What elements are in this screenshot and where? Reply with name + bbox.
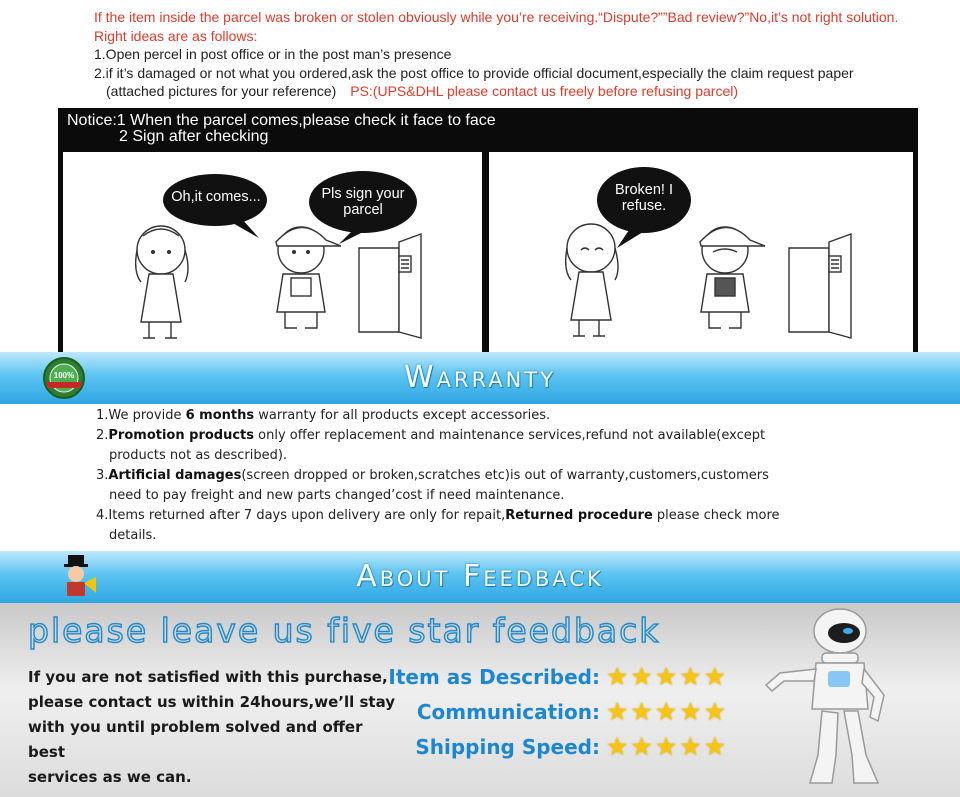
feedback-message-line: with you until problem solved and offer best — [28, 718, 363, 761]
warranty-item-1 — [96, 406, 836, 426]
rating-label-shipping-speed: Shipping Speed: — [415, 735, 600, 759]
receiving-scene-illustration — [63, 152, 482, 353]
warranty-item-1-rest: warranty for all products except accessories. — [254, 408, 551, 423]
warranty-item-2 — [96, 426, 836, 446]
feedback-heading: About Feedback — [356, 559, 604, 594]
feedback-message-line: services as we can. — [28, 768, 192, 786]
returned-procedure-label: Returned procedure — [505, 508, 653, 523]
warranty-item-2-num: 2. — [96, 428, 109, 443]
five-star-headline: please leave us five star feedback — [28, 611, 661, 650]
star-rating-communication: ★★★★★ — [606, 698, 729, 726]
warranty-item-3-rest: (screen dropped or broken,scratches etc)is out of warranty,customers,customers — [241, 468, 769, 483]
notice-title — [67, 113, 496, 145]
dispute-warning-text: If the item inside the parcel was broken or stolen obviously while you’re receiving.“Dispute?””Bad review?”No,it’s not right solution. — [94, 9, 899, 25]
right-ideas-heading: Right ideas are as follows: — [94, 27, 258, 44]
warranty-item-3-cont: need to pay freight and new parts changed’cost if need maintenance. — [109, 488, 565, 503]
warranty-item-1-text: 1.We provide — [96, 408, 186, 423]
warranty-item-4 — [96, 506, 836, 526]
badge-label: 100% — [53, 371, 75, 380]
feedback-message — [28, 665, 398, 790]
notice-panel — [58, 108, 918, 353]
feedback-message-line: please contact us within 24hours,we’ll stay — [28, 693, 396, 711]
warranty-item-3 — [96, 466, 836, 486]
instruction-step-1: 1.Open percel in post office or in the post man’s presence — [94, 46, 452, 62]
parcel-instructions — [94, 8, 944, 101]
feedback-section — [0, 603, 960, 797]
rating-label-item-described: Item as Described: — [388, 665, 600, 689]
rating-label-communication: Communication: — [416, 700, 600, 724]
attached-pictures-note: (attached pictures for your reference) — [106, 83, 337, 99]
star-rating-shipping-speed: ★★★★★ — [606, 733, 729, 761]
notice-line-2: 2 Sign after checking — [119, 128, 269, 145]
artificial-damages-label: Artificial damages — [108, 468, 242, 483]
warranty-banner — [0, 352, 960, 404]
feedback-banner — [0, 551, 960, 603]
promotion-products-label: Promotion products — [108, 428, 255, 443]
feedback-message-line: If you are not satisfied with this purchase, — [28, 668, 388, 686]
speech-bubble-boy: Pls sign your parcel — [321, 186, 405, 218]
comic-panel-refusing — [489, 152, 913, 353]
star-rating-item-described: ★★★★★ — [606, 663, 729, 691]
instruction-step-2: 2.if it’s damaged or not what you ordered,ask the post office to provide official document,especially the claim request paper — [94, 64, 854, 81]
refusing-scene-illustration — [489, 152, 913, 353]
warranty-item-4-text: 4.Items returned after 7 days upon delivery are only for repait, — [96, 508, 506, 523]
robot-mascot-illustration — [758, 605, 898, 795]
comic-panel-receiving — [63, 152, 482, 353]
warranty-heading: Warranty — [403, 360, 557, 395]
warranty-period: 6 months — [185, 408, 255, 423]
warranty-item-2-cont: products not as described). — [109, 448, 288, 463]
warranty-item-4-rest: please check more — [652, 508, 780, 523]
warranty-item-2-rest: only offer replacement and maintenance services,refund not available(except — [254, 428, 766, 443]
ups-dhl-note: PS:(UPS&DHL please contact us freely before refusing parcel) — [350, 83, 739, 99]
instruction-step-2-cont — [94, 82, 944, 101]
warranty-item-3-num: 3. — [96, 468, 109, 483]
warranty-item-4-cont: details. — [109, 528, 157, 543]
speech-bubble-refuse: Broken! I refuse. — [614, 182, 674, 214]
notice-line-1: Notice:1 When the parcel comes,please check it face to face — [67, 112, 496, 129]
warranty-terms-list — [96, 406, 836, 546]
speech-bubble-girl: Oh,it comes... — [171, 189, 261, 205]
